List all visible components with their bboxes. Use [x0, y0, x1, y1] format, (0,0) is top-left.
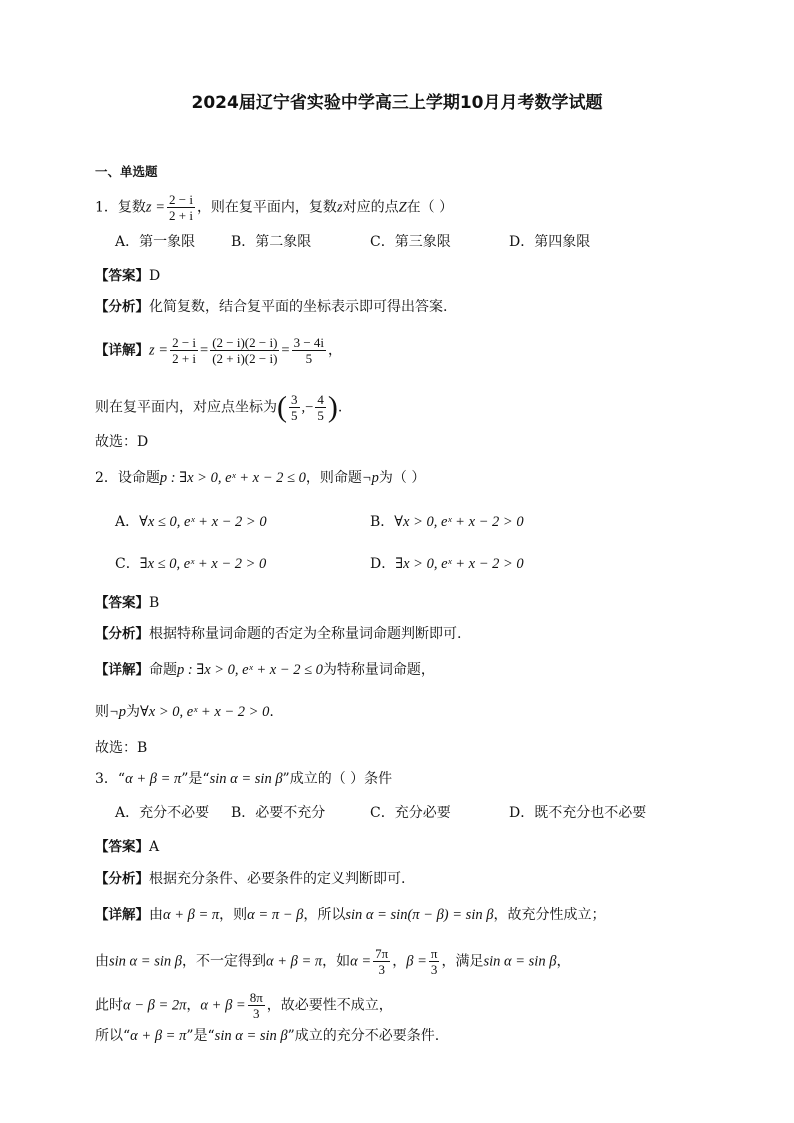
q2-negation: ¬p — [361, 470, 379, 486]
math: sin α = sin β — [109, 953, 182, 970]
frac-den: 5 — [291, 408, 298, 423]
text: ，故必要性不成立， — [266, 997, 393, 1014]
frac-num: 2 − i — [172, 335, 197, 350]
text: ， — [392, 953, 407, 970]
text: ，不一定得到 — [181, 953, 266, 970]
q3-analysis — [95, 869, 405, 889]
q1-analysis — [95, 297, 447, 317]
q1-detail — [95, 335, 342, 366]
q2-number: 2．设命题 — [95, 470, 160, 486]
q2-option-d — [370, 554, 524, 574]
text: 所以“ — [95, 1028, 131, 1044]
frac-den: 2 + i — [168, 208, 193, 223]
frac-num: 7π — [375, 946, 389, 961]
q1-text3: 在（ ） — [406, 199, 454, 216]
alpha-frac — [373, 946, 390, 977]
q1-text2: 对应的点 — [342, 199, 399, 216]
option-math: ∃x ≤ 0, eˣ + x − 2 > 0 — [139, 556, 267, 572]
frac-num: 2 − i — [168, 192, 193, 207]
q1-z-eq: z = — [145, 199, 165, 216]
q3-detail-3 — [95, 990, 393, 1021]
frac-den: 2 + i — [172, 351, 197, 366]
then-text2: 为 — [126, 704, 141, 720]
detail-tag: 【详解】 — [95, 342, 149, 359]
detail-frac-3 — [292, 335, 326, 366]
frac-den: 5 — [305, 351, 313, 366]
right-paren: ) — [327, 390, 338, 424]
q1-stem — [95, 192, 453, 223]
q3-math2: sin α = sin β — [209, 771, 283, 787]
q3-math1: α + β = π — [125, 771, 182, 787]
analysis-text: 根据特称量词命题的否定为全称量词命题判断即可. — [149, 626, 462, 642]
text: ”是“ — [186, 1028, 215, 1044]
q1-fraction — [167, 192, 195, 223]
text: ， — [556, 953, 571, 970]
text: 由 — [149, 907, 163, 923]
text: ，则 — [219, 907, 248, 923]
q3-option-d: D．既不充分也不必要 — [509, 805, 647, 821]
page-title: 2024届辽宁省实验中学高三上学期10月月考数学试题 — [191, 93, 603, 113]
q1-option-a: A．第一象限 — [115, 234, 196, 250]
frac-num: (2 − i)(2 − i) — [212, 335, 278, 350]
q2-option-b — [370, 512, 524, 532]
q2-detail — [95, 660, 435, 680]
q2-text2: 为（ ） — [378, 470, 426, 486]
q1-option-c: C．第三象限 — [370, 234, 451, 250]
answer-tag: 【答案】 — [95, 839, 149, 855]
coord-frac-1 — [289, 392, 300, 423]
math: α − β = 2π — [123, 997, 187, 1014]
frac-den: (2 + i)(2 − i) — [212, 351, 278, 366]
q3-option-b: B．必要不充分 — [231, 805, 326, 821]
then-negation: ¬p — [109, 704, 127, 720]
detail-z: z = — [149, 342, 169, 359]
detail-text2: 为特称量词命题， — [322, 662, 435, 678]
q3-answer — [95, 837, 159, 857]
detail-math: p : ∃x > 0, eˣ + x − 2 ≤ 0 — [177, 662, 323, 678]
text: 由 — [95, 953, 109, 970]
option-math: ∀x > 0, eˣ + x − 2 > 0 — [394, 514, 524, 530]
answer-value: B — [149, 595, 160, 611]
q3-option-a: A．充分不必要 — [115, 805, 210, 821]
q3-number: 3．“ — [95, 771, 126, 787]
then-text: 则 — [95, 704, 109, 720]
q2-final: 故选：B — [95, 740, 148, 756]
frac-num: 3 − 4i — [293, 335, 325, 350]
option-letter: D． — [370, 556, 396, 572]
q2-option-a — [115, 512, 267, 532]
text: ”成立的充分不必要条件. — [287, 1028, 440, 1044]
analysis-tag: 【分析】 — [95, 299, 149, 315]
q3-detail-1 — [95, 905, 605, 925]
detail-frac-1 — [170, 335, 198, 366]
q3-stem — [95, 769, 392, 789]
option-math: ∃x > 0, eˣ + x − 2 > 0 — [395, 556, 524, 572]
q1-text: ，则在复平面内，复数 — [196, 199, 337, 216]
analysis-text: 化简复数，结合复平面的坐标表示即可得出答案. — [149, 299, 448, 315]
frac-num: π — [430, 946, 438, 961]
frac-den: 3 — [252, 1006, 260, 1021]
math: α + β = π — [265, 953, 323, 970]
answer-tag: 【答案】 — [95, 595, 149, 611]
analysis-tag: 【分析】 — [95, 871, 149, 887]
q2-analysis — [95, 624, 461, 644]
coord-frac-2 — [315, 392, 326, 423]
coord-sep: ,− — [301, 399, 314, 416]
frac-num: 4 — [317, 392, 324, 407]
text: ，如 — [322, 953, 351, 970]
detail-tag: 【详解】 — [95, 907, 149, 923]
frac-den: 3 — [378, 962, 385, 977]
then-math: ∀x > 0, eˣ + x − 2 > 0 — [140, 704, 270, 720]
q1-z: z — [336, 199, 343, 216]
math: α + β = π — [130, 1028, 187, 1044]
answer-tag: 【答案】 — [95, 268, 149, 284]
equals: = — [281, 342, 290, 359]
math: sin α = sin β — [483, 953, 557, 970]
answer-value: A — [149, 839, 160, 855]
q1-coordinate — [95, 392, 342, 423]
comma: ， — [328, 342, 343, 359]
q2-then — [95, 702, 274, 722]
equals: = — [200, 342, 209, 359]
q3-detail-2 — [95, 946, 570, 977]
text: ， — [186, 997, 201, 1014]
analysis-tag: 【分析】 — [95, 626, 149, 642]
q1-option-d: D．第四象限 — [509, 234, 591, 250]
detail-text: 命题 — [149, 662, 177, 678]
q3-detail-4 — [95, 1026, 439, 1046]
option-math: ∀x ≤ 0, eˣ + x − 2 > 0 — [139, 514, 267, 530]
text: ，满足 — [441, 953, 484, 970]
frac-num: 3 — [291, 392, 298, 407]
q3-text2: ”成立的（ ）条件 — [282, 771, 393, 787]
q2-option-c — [115, 554, 266, 574]
math: sin α = sin β — [214, 1028, 288, 1044]
q1-number: 1．复数 — [95, 199, 146, 216]
math: α = — [350, 953, 372, 970]
option-letter: B． — [370, 514, 395, 530]
q1-final: 故选：D — [95, 434, 149, 450]
section-heading: 一、单选题 — [95, 164, 158, 179]
text: ，故充分性成立； — [493, 907, 606, 923]
period: . — [337, 399, 343, 416]
sum-frac — [248, 990, 265, 1021]
q2-answer — [95, 593, 159, 613]
frac-num: 8π — [249, 990, 263, 1005]
q1-answer — [95, 266, 160, 286]
math: α = π − β — [247, 907, 304, 923]
q3-option-c: C．充分必要 — [370, 805, 451, 821]
analysis-text: 根据充分条件、必要条件的定义判断即可. — [149, 871, 406, 887]
math: β = — [406, 953, 427, 970]
q1-Z: Z — [398, 199, 407, 216]
left-paren: ( — [277, 390, 287, 424]
q1-option-b: B．第二象限 — [231, 234, 312, 250]
text: 此时 — [95, 997, 123, 1014]
answer-value: D — [149, 268, 161, 284]
frac-den: 5 — [317, 408, 324, 423]
q2-stem — [95, 468, 425, 488]
frac-den: 3 — [430, 962, 438, 977]
math: α + β = — [200, 997, 246, 1014]
q2-text: ，则命题 — [305, 470, 362, 486]
text: ，所以 — [303, 907, 346, 923]
option-letter: A． — [115, 514, 140, 530]
math: sin α = sin(π − β) = sin β — [345, 907, 494, 923]
math: α + β = π — [163, 907, 220, 923]
beta-frac — [429, 946, 440, 977]
period: . — [269, 704, 274, 720]
coord-text: 则在复平面内，对应点坐标为 — [95, 399, 277, 416]
q3-text: ”是“ — [181, 771, 210, 787]
detail-tag: 【详解】 — [95, 662, 149, 678]
q2-proposition: p : ∃x > 0, eˣ + x − 2 ≤ 0 — [159, 470, 306, 486]
option-letter: C． — [115, 556, 140, 572]
detail-frac-2 — [210, 335, 279, 366]
